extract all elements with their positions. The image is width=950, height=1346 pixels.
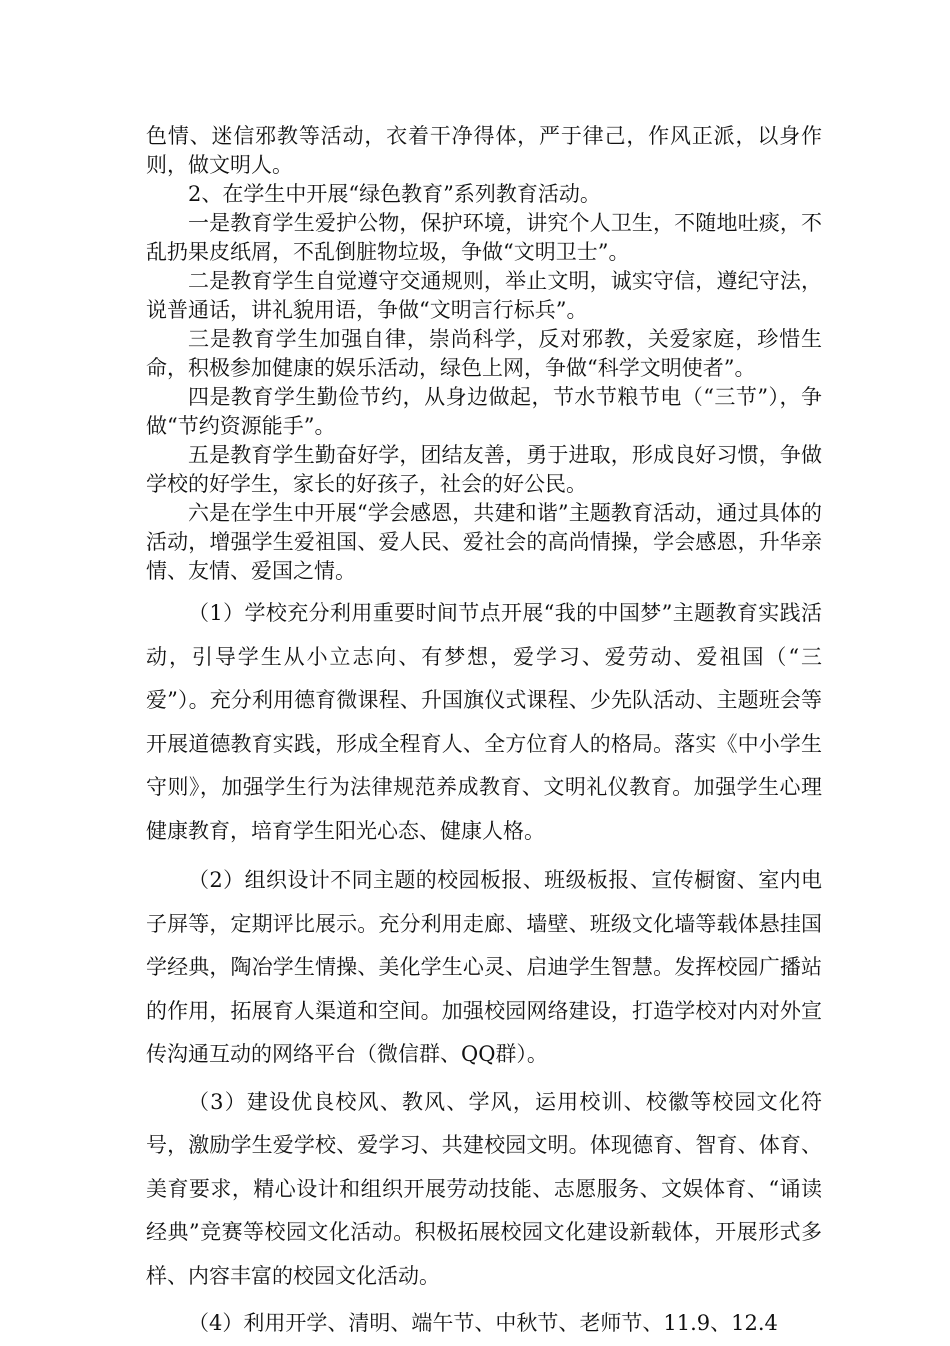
paragraph-item-6: 六是在学生中开展“学会感恩，共建和谐”主题教育活动，通过具体的活动，增强学生爱祖国、爱人民、爱社会的高尚情操，学会感恩，升华亲情、友情、爱国之情。 [146, 501, 822, 583]
paragraph-item-5: 五是教育学生勤奋好学，团结友善，勇于进取，形成良好习惯，争做学校的好学生，家长的好孩子，社会的好公民。 [146, 443, 822, 496]
paragraph-numbered-2: （2）组织设计不同主题的校园板报、班级板报、宣传橱窗、室内电子屏等，定期评比展示。充分利用走廊、墙壁、班级文化墙等载体悬挂国学经典，陶冶学生情操、美化学生心灵、启迪学生智慧。发挥校园广播站的作用，拓展育人渠道和空间。加强校园网络建设，打造学校对内对外宣传沟通互动的网络平台（微信群、QQ群）。 [146, 868, 822, 1066]
paragraph-item-1: 一是教育学生爱护公物，保护环境，讲究个人卫生，不随地吐痰，不乱扔果皮纸屑，不乱倒脏物垃圾，争做“文明卫士”。 [146, 211, 822, 264]
paragraph-item-2: 二是教育学生自觉遵守交通规则，举止文明，诚实守信，遵纪守法，说普通话，讲礼貌用语，争做“文明言行标兵”。 [146, 269, 822, 322]
section-heading-green-education: 2、在学生中开展“绿色教育”系列教育活动。 [188, 182, 601, 206]
document-page [146, 122, 822, 1346]
paragraph-continuation: 色情、迷信邪教等活动，衣着干净得体，严于律己，作风正派，以身作则，做文明人。 [146, 124, 822, 177]
paragraph-numbered-1: （1）学校充分利用重要时间节点开展“我的中国梦”主题教育实践活动，引导学生从小立志向、有梦想，爱学习、爱劳动、爱祖国（“三爱”）。充分利用德育微课程、升国旗仪式课程、少先队活动、主题班会等开展道德教育实践，形成全程育人、全方位育人的格局。落实《中小学生守则》，加强学生行为法律规范养成教育、文明礼仪教育。加强学生心理健康教育，培育学生阳光心态、健康人格。 [146, 601, 822, 843]
paragraph-item-4: 四是教育学生勤俭节约，从身边做起，节水节粮节电（“三节”），争做“节约资源能手”。 [146, 385, 822, 438]
paragraph-numbered-4: （4）利用开学、清明、端午节、中秋节、老师节、11.9、12.4 [188, 1311, 778, 1335]
paragraph-numbered-3: （3）建设优良校风、教风、学风，运用校训、校徽等校园文化符号，激励学生爱学校、爱学习、共建校园文明。体现德育、智育、体育、美育要求，精心设计和组织开展劳动技能、志愿服务、文娱体育、“诵读经典”竞赛等校园文化活动。积极拓展校园文化建设新载体，开展形式多样、内容丰富的校园文化活动。 [146, 1089, 822, 1288]
paragraph-item-3: 三是教育学生加强自律，崇尚科学，反对邪教，关爱家庭，珍惜生命，积极参加健康的娱乐活动，绿色上网，争做“科学文明使者”。 [146, 327, 822, 380]
